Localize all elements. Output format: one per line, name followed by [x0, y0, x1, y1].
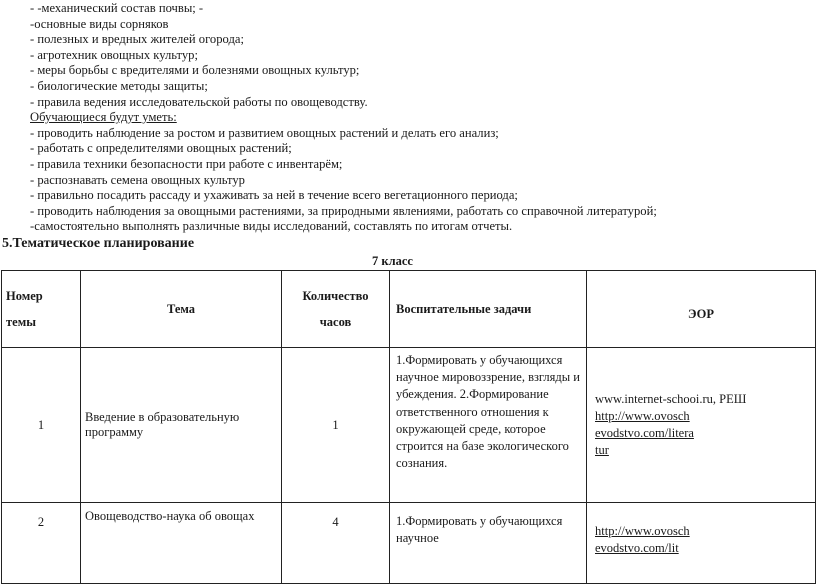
- row-eor: [587, 503, 816, 584]
- table-row: [2, 348, 816, 503]
- header-tasks: Воспитательные задачи: [390, 271, 587, 348]
- row-tasks: 1.Формировать у обучающихся научное: [390, 503, 587, 584]
- row-hours: 4: [282, 503, 390, 584]
- text-line: - работать с определителями овощных растений;: [30, 141, 292, 156]
- header-number: Номер темы: [2, 271, 81, 348]
- text-line: - меры борьбы с вредителями и болезнями овощных культур;: [30, 63, 360, 78]
- section-heading: 5.Тематическое планирование: [2, 236, 195, 251]
- eor-link[interactable]: http://www.ovoschevodstvo.com/literatur: [595, 408, 694, 458]
- text-line: - агротехник овощных культур;: [30, 47, 198, 62]
- header-topic: Тема: [81, 271, 282, 348]
- text-line: - биологические методы защиты;: [30, 78, 208, 93]
- text-line: -основные виды сорняков: [30, 16, 169, 31]
- text-line: - полезных и вредных жителей огорода;: [30, 32, 244, 47]
- text-line: - правила ведения исследовательской работы по овощеводству.: [30, 94, 368, 109]
- row-tasks: 1.Формировать у обучающихся научное мировоззрение, взгляды и убеждения. 2.Формирование ответственного отношения к окружающей среде, которое строится на базе экологического сознания.: [390, 348, 587, 503]
- text-line: - проводить наблюдение за ростом и развитием овощных растений и делать его анализ;: [30, 125, 499, 140]
- grade-label: 7 класс: [372, 254, 413, 268]
- eor-text: www.internet-schooi.ru, РЕШ: [595, 391, 747, 406]
- header-eor: ЭОР: [587, 271, 816, 348]
- row-number: 1: [2, 348, 81, 503]
- row-number: 2: [2, 503, 81, 584]
- thematic-plan-table: [1, 270, 816, 584]
- content-lines: [30, 1, 657, 235]
- table-header-row: [2, 271, 816, 348]
- header-hours: Количество часов: [282, 271, 390, 348]
- text-line: - правила техники безопасности при работе с инвентарём;: [30, 156, 343, 171]
- text-line: - правильно посадить рассаду и ухаживать за ней в течение всего вегетационного периода;: [30, 188, 518, 203]
- skills-heading: Обучающиеся будут уметь:: [30, 110, 177, 125]
- text-line: - проводить наблюдения за овощными растениями, за природными явлениями, работать со справочной литературой;: [30, 203, 657, 218]
- eor-link[interactable]: http://www.ovoschevodstvo.com/lit: [595, 524, 690, 556]
- text-line: -самостоятельно выполнять различные виды исследований, составлять по итогам отчеты.: [30, 219, 513, 234]
- table-row: [2, 503, 816, 584]
- text-line: - распознавать семена овощных культур: [30, 172, 245, 187]
- text-line: - -механический состав почвы; -: [30, 1, 204, 15]
- row-hours: 1: [282, 348, 390, 503]
- row-eor: [587, 348, 816, 503]
- row-topic: Введение в образовательную программу: [81, 348, 282, 503]
- row-topic: Овощеводство-наука об овощах: [81, 503, 282, 584]
